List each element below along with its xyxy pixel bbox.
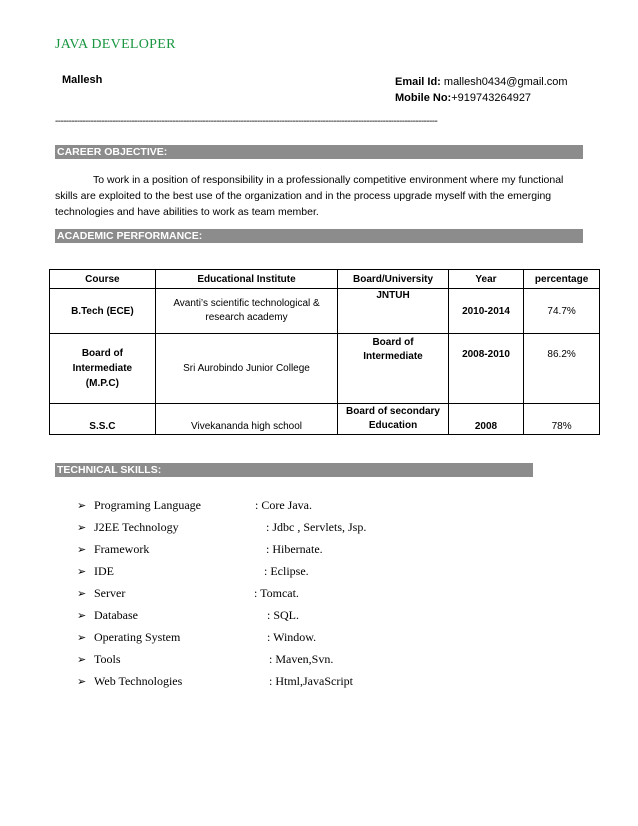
- skill-value: : Hibernate.: [266, 542, 323, 556]
- mobile-line: [395, 90, 568, 106]
- percentage-cell: 86.2%: [524, 334, 600, 404]
- email-label: Email Id:: [395, 76, 441, 88]
- skill-name: Programing Language: [94, 498, 201, 512]
- column-header-board: Board/University: [338, 270, 448, 289]
- list-item: [77, 608, 477, 626]
- skill-name: IDE: [94, 564, 114, 578]
- course-cell: B.Tech (ECE): [50, 289, 156, 334]
- list-item: [77, 542, 477, 560]
- skill-value: : Tomcat.: [254, 586, 299, 600]
- skill-name: Framework: [94, 542, 150, 556]
- skill-name: Tools: [94, 652, 121, 666]
- arrow-bullet-icon: ➢: [77, 566, 87, 578]
- year-cell: 2008-2010: [448, 334, 523, 404]
- page-title: JAVA DEVELOPER: [55, 37, 176, 52]
- mobile-label: Mobile No:: [395, 92, 452, 104]
- arrow-bullet-icon: ➢: [77, 632, 87, 644]
- skill-name: Database: [94, 608, 138, 622]
- list-item: [77, 498, 477, 516]
- academic-heading: ACADEMIC PERFORMANCE:: [55, 229, 583, 243]
- skill-value: : Jdbc , Servlets, Jsp.: [266, 520, 367, 534]
- skill-value: : Maven,Svn.: [269, 652, 334, 666]
- list-item: [77, 586, 477, 604]
- academic-table: [49, 269, 600, 435]
- table-row: [50, 289, 600, 334]
- table-header-row: [50, 270, 600, 289]
- contact-block: [395, 74, 568, 106]
- board-cell: Board of Intermediate: [338, 334, 448, 404]
- list-item: [77, 520, 477, 538]
- board-cell: JNTUH: [338, 289, 448, 334]
- board-cell: Board of secondary Education: [338, 404, 448, 435]
- arrow-bullet-icon: ➢: [77, 654, 87, 666]
- institute-cell: Vivekananda high school: [155, 404, 338, 435]
- arrow-bullet-icon: ➢: [77, 610, 87, 622]
- email-value: mallesh0434@gmail.com: [443, 76, 568, 88]
- skill-name: J2EE Technology: [94, 520, 179, 534]
- mobile-value: +919743264927: [451, 92, 532, 104]
- list-item: [77, 630, 477, 648]
- email-line: [395, 74, 568, 90]
- career-objective-heading: CAREER OBJECTIVE:: [55, 145, 583, 159]
- skill-value: : Eclipse.: [264, 564, 309, 578]
- career-objective-paragraph: To work in a position of responsibility in a professionally competitive environment where my functional skills are exploited to the best use of the organization and in the process upgrade myself with the emerging technologies and have abilities to work as team member.: [55, 174, 564, 218]
- arrow-bullet-icon: ➢: [77, 676, 87, 688]
- divider-line: --------------------------------------------------------------------------------------------------------------------------------------------: [55, 116, 438, 127]
- technical-skills-heading: TECHNICAL SKILLS:: [55, 463, 533, 477]
- skill-name: Web Technologies: [94, 674, 183, 688]
- skill-name: Server: [94, 586, 126, 600]
- arrow-bullet-icon: ➢: [77, 588, 87, 600]
- list-item: [77, 652, 477, 670]
- institute-cell: Avanti’s scientific technological & research academy: [155, 289, 338, 334]
- career-objective-text: [55, 172, 585, 220]
- column-header-percentage: percentage: [524, 270, 600, 289]
- skill-value: : SQL.: [267, 608, 300, 622]
- table-row: [50, 404, 600, 435]
- column-header-course: Course: [50, 270, 156, 289]
- column-header-year: Year: [448, 270, 523, 289]
- arrow-bullet-icon: ➢: [77, 544, 87, 556]
- percentage-cell: 78%: [524, 404, 600, 435]
- candidate-name: Mallesh: [62, 74, 103, 86]
- table-row: [50, 334, 600, 404]
- course-cell: S.S.C: [50, 404, 156, 435]
- year-cell: 2008: [448, 404, 523, 435]
- column-header-institute: Educational Institute: [155, 270, 338, 289]
- skill-value: : Html,JavaScript: [269, 674, 353, 688]
- list-item: [77, 564, 477, 582]
- skill-value: : Window.: [267, 630, 317, 644]
- list-item: [77, 674, 477, 692]
- year-cell: 2010-2014: [448, 289, 523, 334]
- arrow-bullet-icon: ➢: [77, 522, 87, 534]
- course-cell: Board of Intermediate (M.P.C): [50, 334, 156, 404]
- arrow-bullet-icon: ➢: [77, 500, 87, 512]
- skill-name: Operating System: [94, 630, 181, 644]
- percentage-cell: 74.7%: [524, 289, 600, 334]
- skill-value: : Core Java.: [255, 498, 312, 512]
- institute-cell: Sri Aurobindo Junior College: [155, 334, 338, 404]
